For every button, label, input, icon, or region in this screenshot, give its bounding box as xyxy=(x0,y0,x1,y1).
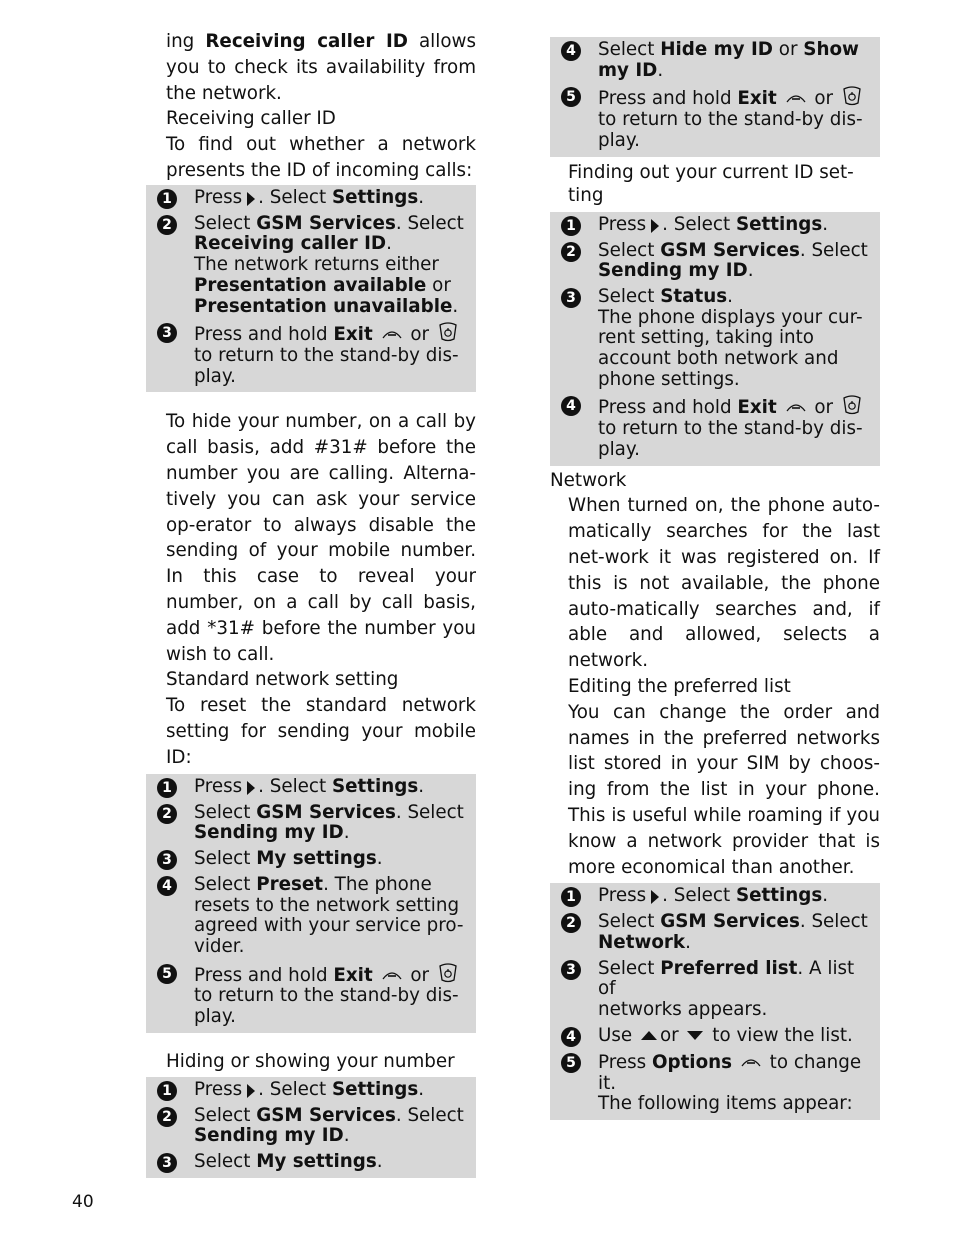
step-1 xyxy=(558,215,874,236)
paragraph-editing: You can change the order and names in the preferred networks list stored in your SIM by choos-ing from the list in your phone. This is useful while roaming if you know a network provider that is more economical than another. xyxy=(568,701,880,878)
steps-box-standard-network-setting xyxy=(146,774,476,1033)
text: or xyxy=(432,274,451,296)
left-softkey-icon xyxy=(381,965,403,983)
text: to change it. xyxy=(598,1051,862,1094)
text: to return to the stand-by dis- xyxy=(598,109,863,131)
menu-term: GSM Services xyxy=(256,212,396,234)
menu-term: GSM Services xyxy=(256,801,396,823)
arrow-up-icon xyxy=(641,1031,657,1040)
step-number-icon: 4 xyxy=(561,1027,581,1047)
step-3 xyxy=(154,322,470,387)
step-2 xyxy=(558,912,874,953)
steps-box-preferred-list xyxy=(550,883,880,1120)
text: . xyxy=(376,847,383,869)
text: . A list of xyxy=(598,957,855,1000)
menu-term: Preset xyxy=(256,873,324,895)
steps-box-current-id-setting xyxy=(550,212,880,466)
step-number-icon: 3 xyxy=(157,323,177,343)
text: . xyxy=(376,1151,383,1173)
text: The following items appear: xyxy=(598,1093,853,1115)
arrow-right-icon xyxy=(651,219,659,233)
menu-term: Settings xyxy=(331,186,419,208)
text: Select xyxy=(598,911,655,933)
arrow-right-icon xyxy=(247,1084,255,1098)
text: or xyxy=(659,1024,679,1046)
step-5 xyxy=(558,86,874,151)
text: Select xyxy=(194,1104,251,1126)
text: Press xyxy=(194,775,243,797)
text: or xyxy=(814,88,834,110)
text: play. xyxy=(598,129,640,151)
arrow-down-icon xyxy=(687,1031,703,1040)
text: rent setting, taking into xyxy=(598,327,814,349)
text: agreed with your service pro- xyxy=(194,915,464,937)
paragraph-network: When turned on, the phone auto-matically searches for the last net-work it was registered on. If this is not available, the phone auto-matically searches and, if able and allowed, selects a network. xyxy=(568,495,880,672)
step-2 xyxy=(558,241,874,282)
step-number-icon: 1 xyxy=(157,1081,177,1101)
arrow-right-icon xyxy=(247,781,255,795)
text: to view the list. xyxy=(712,1024,853,1046)
end-key-icon xyxy=(841,395,863,415)
text: play. xyxy=(598,438,640,460)
menu-term: Sending my ID xyxy=(194,822,344,844)
end-key-icon xyxy=(437,322,459,342)
paragraph: To find out whether a network presents the ID of incoming calls: xyxy=(166,134,476,181)
key-term: Exit xyxy=(737,397,777,419)
step-number-icon: 4 xyxy=(561,41,581,61)
text: Select xyxy=(194,1151,251,1173)
text: . xyxy=(418,775,425,797)
steps-box-hide-show-id xyxy=(550,37,880,157)
text: . Select xyxy=(258,186,327,208)
text: . xyxy=(657,59,664,81)
step-2 xyxy=(154,803,470,844)
section-heading: Hiding or showing your number xyxy=(166,1050,455,1072)
text: Press and hold xyxy=(194,964,328,986)
menu-term: my ID xyxy=(598,59,658,81)
text: Select xyxy=(194,847,251,869)
step-1 xyxy=(154,188,470,209)
step-number-icon: 5 xyxy=(561,87,581,107)
text: phone settings. xyxy=(598,368,740,390)
menu-term: Sending my ID xyxy=(598,260,748,282)
text: . Select xyxy=(799,911,868,933)
step-number-icon: 1 xyxy=(561,216,581,236)
steps-box-hiding-number xyxy=(146,1077,476,1178)
paragraph: To reset the standard network setting for sending your mobile ID: xyxy=(166,695,476,768)
left-softkey-icon xyxy=(785,397,807,415)
text: or xyxy=(814,397,834,419)
menu-term: GSM Services xyxy=(660,911,800,933)
text: Select xyxy=(598,285,655,307)
menu-term: Status xyxy=(660,285,728,307)
text: to return to the stand-by dis- xyxy=(598,418,863,440)
section-heading: Network xyxy=(550,469,627,491)
key-term: Exit xyxy=(333,964,373,986)
text: Press and hold xyxy=(194,324,328,346)
page-number: 40 xyxy=(72,1192,94,1212)
step-5 xyxy=(558,1052,874,1115)
steps-box-receiving-caller-id xyxy=(146,185,476,393)
text: The phone displays your cur- xyxy=(598,306,863,328)
menu-term: Receiving caller ID xyxy=(194,233,387,255)
text: to return to the stand-by dis-play. xyxy=(194,345,459,387)
text: vider. xyxy=(194,936,245,958)
menu-term: My settings xyxy=(256,847,377,869)
menu-term: Settings xyxy=(735,885,823,907)
step-3 xyxy=(154,1152,470,1173)
text: Select xyxy=(194,801,251,823)
text: Press xyxy=(598,1051,647,1073)
text: . Select xyxy=(258,1078,327,1100)
left-softkey-icon xyxy=(381,324,403,342)
step-1 xyxy=(154,1080,470,1101)
text: or xyxy=(410,964,430,986)
step-3 xyxy=(558,287,874,391)
end-key-icon xyxy=(437,963,459,983)
text: ting xyxy=(568,184,604,206)
menu-term: GSM Services xyxy=(660,239,800,261)
text: . xyxy=(386,233,392,255)
step-number-icon: 2 xyxy=(157,215,177,235)
menu-term: Preferred list xyxy=(660,957,798,979)
text: play. xyxy=(194,1006,236,1028)
menu-term: Sending my ID xyxy=(194,1125,344,1147)
section-heading: Editing the preferred list xyxy=(568,675,791,697)
menu-term: Show xyxy=(803,39,859,60)
text: Select xyxy=(598,957,655,979)
step-number-icon: 2 xyxy=(561,242,581,262)
step-number-icon: 4 xyxy=(157,876,177,896)
text: Press xyxy=(598,885,647,907)
step-number-icon: 2 xyxy=(561,913,581,933)
text: Select xyxy=(598,239,655,261)
key-term: Exit xyxy=(333,324,373,346)
step-number-icon: 4 xyxy=(561,396,581,416)
text: . xyxy=(727,285,733,307)
text: . Select xyxy=(395,1104,464,1126)
text: or xyxy=(778,39,798,60)
text: . xyxy=(418,1078,425,1100)
text: . Select xyxy=(258,775,327,797)
section-heading xyxy=(568,161,880,207)
menu-term: Network xyxy=(598,932,686,953)
step-2 xyxy=(154,214,470,318)
menu-term: GSM Services xyxy=(256,1104,396,1126)
menu-term: My settings xyxy=(256,1151,377,1173)
step-4 xyxy=(558,1026,874,1047)
menu-term: Settings xyxy=(331,1078,419,1100)
text: Use xyxy=(598,1024,633,1046)
step-number-icon: 3 xyxy=(561,960,581,980)
text: Finding out your current ID set- xyxy=(568,161,854,183)
menu-term: Presentation available xyxy=(194,274,427,296)
text: . xyxy=(747,260,754,282)
paragraph-hide-number: To hide your number, on a call by call basis, add #31# before the number you are calling. Alterna-tively you can ask your service op-erator to always disable the sending of your mobile number. In this case to reveal your number, on a call by call basis, add *31# before the number you wish to call. xyxy=(166,411,476,665)
step-3 xyxy=(154,849,470,870)
step-number-icon: 3 xyxy=(561,288,581,308)
intro-paragraph xyxy=(166,29,476,106)
menu-term: Hide my ID xyxy=(660,39,773,60)
text: . xyxy=(343,1125,350,1147)
text: . Select xyxy=(395,801,464,823)
menu-term: Settings xyxy=(331,775,419,797)
text: Select xyxy=(598,39,655,60)
text: . Select xyxy=(799,239,868,261)
text: . xyxy=(685,932,691,953)
text: allows you to check its availability from the network. xyxy=(166,31,477,104)
bold-term: Receiving caller ID xyxy=(205,31,408,52)
step-number-icon: 3 xyxy=(157,850,177,870)
text: Select xyxy=(194,873,251,895)
step-5 xyxy=(154,963,470,1028)
key-term: Exit xyxy=(737,88,777,110)
left-softkey-icon xyxy=(785,88,807,106)
left-column xyxy=(146,29,476,1185)
step-1 xyxy=(154,777,470,798)
text: ing xyxy=(166,31,195,52)
section-heading: Receiving caller ID xyxy=(166,108,336,130)
step-4 xyxy=(558,395,874,460)
text: Press xyxy=(598,213,647,235)
step-4 xyxy=(558,40,874,81)
step-number-icon: 3 xyxy=(157,1153,177,1173)
text: Press and hold xyxy=(598,397,732,419)
text: Select xyxy=(194,212,251,234)
section-heading: Standard network setting xyxy=(166,669,399,691)
left-softkey-icon xyxy=(740,1052,762,1070)
key-term: Options xyxy=(651,1051,733,1073)
text: . The phone xyxy=(323,873,432,895)
step-number-icon: 1 xyxy=(157,778,177,798)
menu-term: Presentation unavailable xyxy=(194,295,453,317)
text: . xyxy=(452,295,459,317)
text: . xyxy=(418,186,425,208)
step-4 xyxy=(154,875,470,958)
menu-term: Settings xyxy=(735,213,823,235)
text: . xyxy=(343,822,350,844)
text: The network returns either xyxy=(194,254,439,276)
step-number-icon: 1 xyxy=(157,189,177,209)
text: networks appears. xyxy=(598,999,768,1021)
text: . Select xyxy=(395,212,464,234)
step-1 xyxy=(558,886,874,907)
text: . Select xyxy=(662,885,731,907)
step-number-icon: 2 xyxy=(157,1107,177,1127)
text: . xyxy=(822,213,829,235)
right-column xyxy=(550,37,880,1127)
text: to return to the stand-by dis- xyxy=(194,985,459,1007)
text: or xyxy=(410,324,430,346)
step-3 xyxy=(558,959,874,1021)
arrow-right-icon xyxy=(247,192,255,206)
text: . Select xyxy=(662,213,731,235)
end-key-icon xyxy=(841,86,863,106)
step-number-icon: 5 xyxy=(157,964,177,984)
step-number-icon: 2 xyxy=(157,804,177,824)
text: account both network and xyxy=(598,348,839,370)
text: Press and hold xyxy=(598,88,732,110)
text: . xyxy=(822,885,829,907)
step-number-icon: 5 xyxy=(561,1053,581,1073)
text: resets to the network setting xyxy=(194,894,460,916)
step-number-icon: 1 xyxy=(561,887,581,907)
text: Press xyxy=(194,1078,243,1100)
arrow-right-icon xyxy=(651,890,659,904)
text: Press xyxy=(194,186,243,208)
step-2 xyxy=(154,1106,470,1147)
